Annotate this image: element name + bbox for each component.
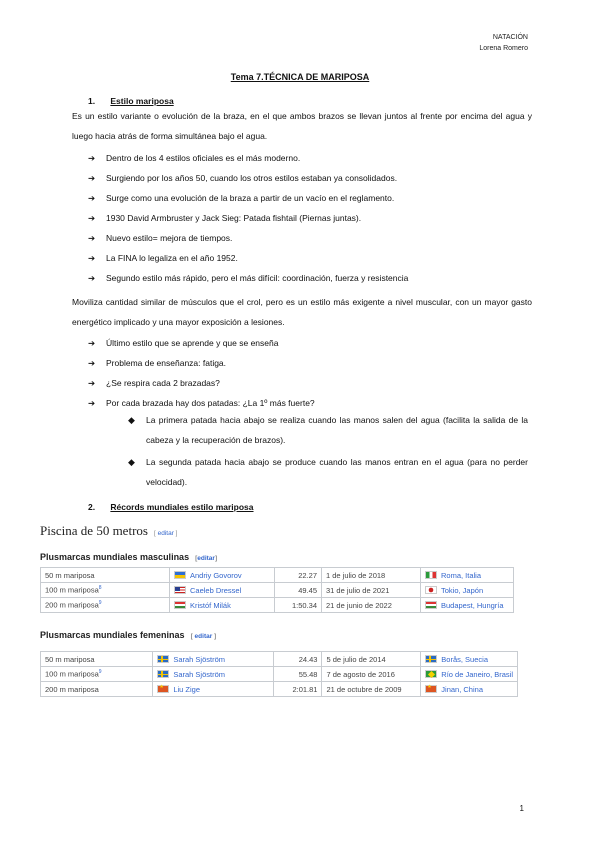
flag-icon — [425, 670, 437, 678]
list-item: ◆ La segunda patada hacia abajo se produce cuando las manos entran en el agua (para no perder velocidad). — [128, 452, 528, 492]
time-cell — [273, 682, 322, 697]
subpoints-list — [128, 410, 528, 494]
section-1-label: Estilo mariposa — [110, 96, 174, 106]
flag-icon — [174, 601, 186, 609]
date-value: 7 de agosto de 2016 — [326, 669, 395, 679]
event-name: 100 m mariposa — [45, 669, 99, 679]
time-cell — [275, 583, 322, 598]
event-cell — [41, 598, 170, 613]
section-1-heading — [88, 96, 174, 106]
event-cell — [41, 652, 153, 667]
page-number: 1 — [519, 804, 524, 813]
time-cell — [275, 568, 322, 583]
edit-link[interactable]: [ editar ] — [153, 530, 178, 537]
flag-icon — [425, 601, 437, 609]
event-name: 200 m mariposa — [45, 684, 99, 694]
swimmer-link[interactable]: Liu Zige — [173, 684, 201, 694]
date-value: 21 de octubre de 2009 — [326, 684, 402, 694]
list-item: ◆ La primera patada hacia abajo se realiza cuando las manos salen del agua (facilita la salida de la cabeza y la recuperación de brazos). — [128, 410, 528, 450]
arrow-icon: ➔ — [88, 253, 96, 263]
event-cell — [41, 682, 153, 697]
swimmer-cell — [170, 598, 275, 613]
men-records-table — [40, 567, 514, 613]
venue-cell — [421, 667, 518, 682]
table-row — [41, 598, 514, 613]
footnote-link[interactable]: 9 — [98, 669, 102, 676]
arrow-icon: ➔ — [88, 273, 96, 283]
flag-icon — [157, 655, 169, 663]
list-item: ➔ Segundo estilo más rápido, pero el más difícil: coordinación, fuerza y resistencia — [88, 268, 528, 288]
arrow-icon: ➔ — [88, 233, 96, 243]
list-item: ➔ Problema de enseñanza: fatiga. — [88, 353, 528, 373]
list-item: ➔ La FINA lo legaliza en el año 1952. — [88, 248, 528, 268]
time-value: 22.27 — [298, 570, 317, 580]
time-cell — [275, 598, 322, 613]
arrow-icon: ➔ — [88, 338, 96, 348]
page-title: Tema 7.TÉCNICA DE MARIPOSA — [230, 72, 370, 82]
swimmer-cell — [170, 583, 275, 598]
header-subject: NATACIÓN — [492, 34, 528, 41]
swimmer-link[interactable]: Sarah Sjöström — [173, 669, 226, 679]
table-row — [41, 682, 518, 697]
venue-link[interactable]: Roma, Italia — [441, 570, 482, 580]
diamond-icon: ◆ — [128, 415, 135, 425]
arrow-icon: ➔ — [88, 153, 96, 163]
event-name: 50 m mariposa — [45, 654, 95, 664]
table-row — [41, 652, 518, 667]
flag-icon — [174, 586, 186, 594]
swimmer-link[interactable]: Sarah Sjöström — [173, 654, 226, 664]
flag-icon — [425, 685, 437, 693]
women-records-table — [40, 651, 518, 697]
event-cell — [41, 583, 170, 598]
list-item: ➔ Surgiendo por los años 50, cuando los otros estilos estaban ya consolidados. — [88, 168, 528, 188]
venue-cell — [421, 583, 514, 598]
arrow-icon: ➔ — [88, 173, 96, 183]
list-item: ➔ Por cada brazada hay dos patadas: ¿La 1º más fuerte? — [88, 393, 528, 413]
swimmer-link[interactable]: Caeleb Dressel — [190, 585, 242, 595]
edit-link[interactable]: [ editar ] — [190, 633, 217, 640]
venue-link[interactable]: Borås, Suecia — [441, 654, 488, 664]
table-row — [41, 667, 518, 682]
date-value: 1 de julio de 2018 — [326, 570, 386, 580]
swimmer-cell — [153, 682, 273, 697]
swimmer-link[interactable]: Kristóf Milák — [190, 600, 231, 610]
date-value: 21 de junio de 2022 — [326, 600, 392, 610]
list-item: ➔ Surge como una evolución de la braza a partir de un vacío en el reglamento. — [88, 188, 528, 208]
swimmer-cell — [153, 652, 273, 667]
time-value: 49.45 — [298, 585, 317, 595]
swimmer-cell — [170, 568, 275, 583]
arrow-icon: ➔ — [88, 378, 96, 388]
flag-icon — [174, 571, 186, 579]
arrow-icon: ➔ — [88, 193, 96, 203]
flag-icon — [425, 571, 437, 579]
footnote-link[interactable]: 8 — [98, 585, 102, 592]
date-value: 31 de julio de 2021 — [326, 585, 390, 595]
diamond-icon: ◆ — [128, 457, 135, 467]
points-list — [88, 148, 528, 288]
section-1-number: 1. — [88, 96, 96, 106]
arrow-icon: ➔ — [88, 398, 96, 408]
list-item: ➔ Último estilo que se aprende y que se enseña — [88, 333, 528, 353]
swimmer-cell — [153, 667, 273, 682]
flag-icon — [425, 655, 437, 663]
time-value: 2:01.81 — [292, 684, 318, 694]
edit-link[interactable]: [editar] — [195, 555, 218, 562]
date-cell — [322, 583, 421, 598]
section-2-number: 2. — [88, 502, 96, 512]
pool-title: Piscina de 50 metros [ editar ] — [40, 523, 178, 538]
event-name: 50 m mariposa — [45, 570, 95, 580]
venue-link[interactable]: Jinan, China — [441, 684, 483, 694]
header-author: Lorena Romero — [479, 45, 528, 52]
event-cell — [41, 667, 153, 682]
table-row — [41, 583, 514, 598]
arrow-icon: ➔ — [88, 213, 96, 223]
date-cell — [322, 667, 421, 682]
list-item: ➔ ¿Se respira cada 2 brazadas? — [88, 373, 528, 393]
venue-link[interactable]: Tokio, Japón — [441, 585, 484, 595]
intro-paragraph: Es un estilo variante o evolución de la braza, en el que ambos brazos se llevan juntos al frente por encima del agua y luego hacia atrás de forma simultánea bajo el agua. — [72, 111, 532, 141]
time-cell — [273, 652, 322, 667]
event-name: 200 m mariposa — [45, 600, 99, 610]
date-cell — [322, 568, 421, 583]
venue-link[interactable]: Río de Janeiro, Brasil — [441, 669, 513, 679]
flag-icon — [425, 586, 437, 594]
points-list-2 — [88, 333, 528, 413]
men-records-title: Plusmarcas mundiales masculinas [editar] — [40, 552, 218, 562]
table-row — [41, 568, 514, 583]
venue-link[interactable]: Budapest, Hungría — [441, 600, 504, 610]
time-value: 1:50.34 — [291, 600, 317, 610]
section-2-heading — [88, 502, 254, 512]
event-cell — [41, 568, 170, 583]
venue-cell — [421, 682, 518, 697]
time-cell — [273, 667, 322, 682]
flag-icon — [157, 685, 169, 693]
venue-cell — [421, 652, 518, 667]
date-cell — [322, 598, 421, 613]
women-records-title: Plusmarcas mundiales femeninas [ editar ] — [40, 630, 217, 640]
event-name: 100 m mariposa — [45, 585, 99, 595]
list-item: ➔ Nuevo estilo= mejora de tiempos. — [88, 228, 528, 248]
arrow-icon: ➔ — [88, 358, 96, 368]
flag-icon — [157, 670, 169, 678]
list-item: ➔ 1930 David Armbruster y Jack Sieg: Patada fishtail (Piernas juntas). — [88, 208, 528, 228]
footnote-link[interactable]: 9 — [98, 600, 102, 607]
swimmer-link[interactable]: Andriy Govorov — [190, 570, 242, 580]
date-value: 5 de julio de 2014 — [326, 654, 386, 664]
muscle-paragraph: Moviliza cantidad similar de músculos que el crol, pero es un estilo más exigente a nivel muscular, con un mayor gasto energético implicado y una mayor exposición a lesiones. — [72, 297, 532, 327]
section-2-label: Récords mundiales estilo mariposa — [110, 502, 254, 512]
time-value: 24.43 — [298, 654, 318, 664]
venue-cell — [421, 598, 514, 613]
page-header — [479, 32, 528, 54]
date-cell — [322, 652, 421, 667]
venue-cell — [421, 568, 514, 583]
date-cell — [322, 682, 421, 697]
list-item: ➔ Dentro de los 4 estilos oficiales es el más moderno. — [88, 148, 528, 168]
time-value: 55.48 — [298, 669, 318, 679]
